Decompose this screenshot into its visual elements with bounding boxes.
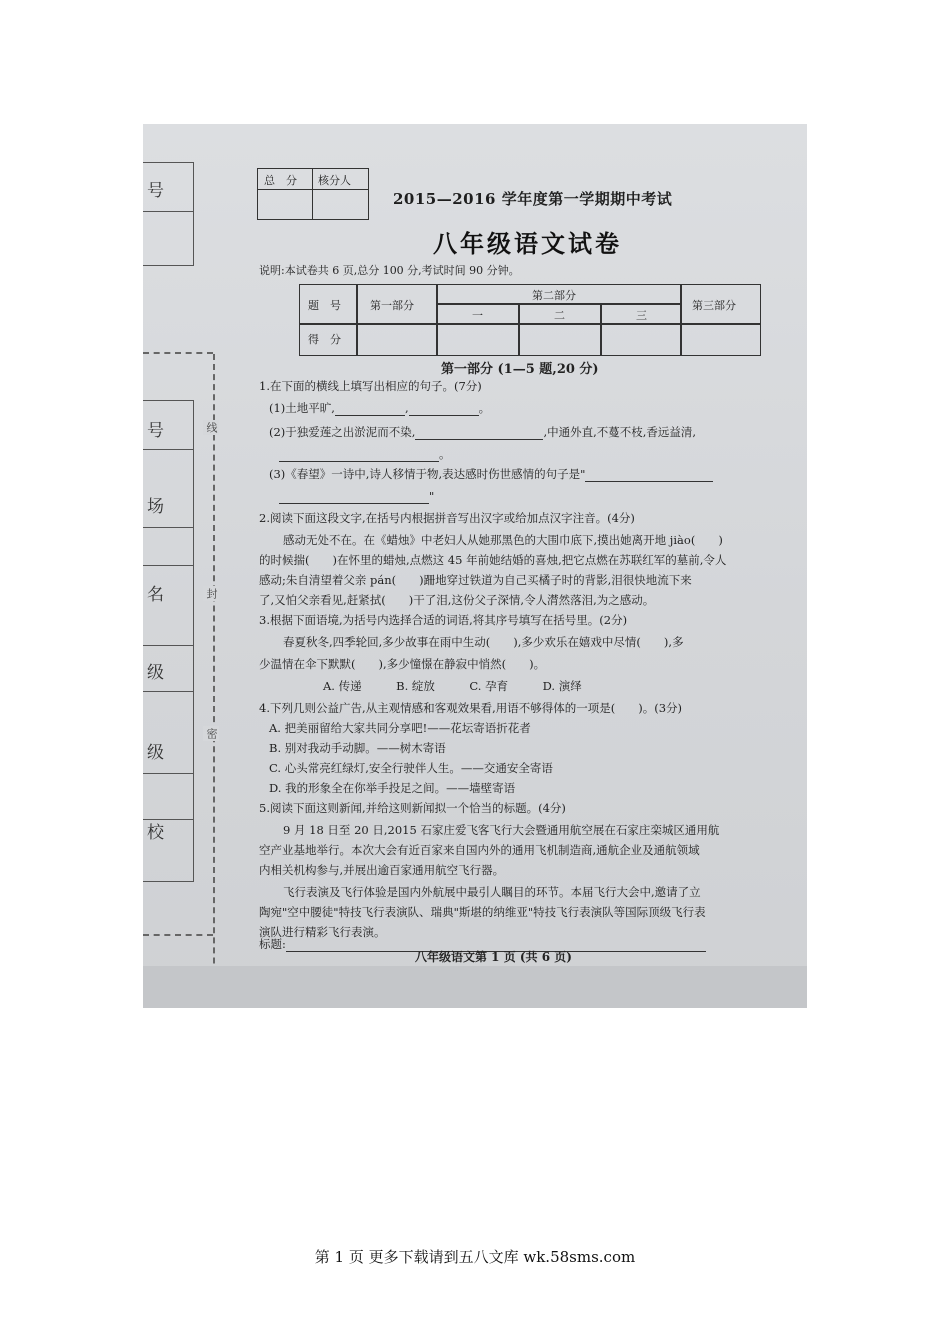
q4-option-a: A. 把美丽留给大家共同分享吧!——花坛寄语折花者 (269, 721, 531, 735)
q1-item-2-cont: ,中通外直,不蔓不枝,香远益清, (543, 425, 697, 439)
col-part2: 第二部分 (532, 289, 576, 302)
q5-news-line: 演队进行精彩飞行表演。 (259, 925, 386, 939)
q2-line: 感动无处不在。在《蜡烛》中老妇人从她那黑色的大围巾底下,摸出她离开地 jiào( ) (283, 533, 723, 547)
binding-dash-line (213, 354, 215, 1008)
q4-option-c: C. 心头常亮红绿灯,安全行驶伴人生。——交通安全寄语 (269, 761, 553, 775)
page-footer: 第 1 页 更多下载请到五八文库 wk.58sms.com (314, 1248, 636, 1266)
row-label-score: 得 分 (308, 333, 341, 346)
q1-item-1-text: (1)土地平旷, (269, 401, 335, 415)
q3-line: 春夏秋冬,四季轮回,多少故事在雨中生动( ),多少欢乐在嬉戏中尽情( ),多 (283, 635, 684, 649)
question-3: 3.根据下面语境,为括号内选择合适的词语,将其序号填写在括号里。(2分) (259, 613, 628, 627)
q1-item-3 (269, 466, 713, 482)
col-sub-3: 三 (636, 309, 647, 322)
col-sub-1: 一 (472, 309, 483, 322)
exam-note: 说明:本试卷共 6 页,总分 100 分,考试时间 90 分钟。 (259, 264, 520, 277)
answer-blank[interactable] (279, 449, 439, 462)
answer-blank[interactable] (335, 403, 405, 416)
paper-title: 八年级语文试卷 (433, 229, 622, 258)
total-score-label: 总 分 (264, 174, 297, 187)
answer-blank[interactable] (279, 491, 429, 504)
total-score-box (257, 168, 369, 220)
q3-options: A. 传递 B. 绽放 C. 孕育 D. 演绎 (323, 679, 582, 693)
q1-item-2 (269, 424, 696, 440)
inner-page-footer: 八年级语文第 1 页 (共 6 页) (415, 950, 572, 964)
question-2: 2.阅读下面这段文字,在括号内根据拼音写出汉字或给加点汉字注音。(4分) (259, 511, 635, 525)
q1-item-3-text: (3)《春望》一诗中,诗人移情于物,表达感时伤世感情的句子是" (269, 467, 586, 481)
question-1: 1.在下面的横线上填写出相应的句子。(7分) (259, 379, 482, 393)
side-label: 场 (147, 497, 164, 517)
q4-option-b: B. 别对我动手动脚。——树木寄语 (269, 741, 446, 755)
q1-item-2-text: (2)于独爱莲之出淤泥而不染, (269, 425, 416, 439)
photo-bottom-shadow (143, 966, 807, 1008)
side-label: 名 (147, 585, 164, 605)
q3-line: 少温情在伞下默默( ),多少憧憬在静寂中悄然( )。 (259, 657, 546, 671)
section1-heading: 第一部分 (1—5 题,20 分) (441, 362, 599, 377)
side-label: 级 (147, 663, 164, 683)
side-label: 级 (147, 743, 164, 763)
question-4: 4.下列几则公益广告,从主观情感和客观效果看,用语不够得体的一项是( )。(3分) (259, 701, 683, 715)
q2-line: 感动;朱自清望着父亲 pán( )跚地穿过铁道为自己买橘子时的背影,泪很快地流下来 (259, 573, 692, 587)
row-label-question: 题 号 (308, 299, 341, 312)
q1-item-3-blank-line (279, 488, 434, 504)
binding-dash-bottom (143, 934, 213, 936)
answer-blank[interactable] (585, 469, 713, 482)
binding-dash-top (143, 352, 213, 354)
question-5: 5.阅读下面这则新闻,并给这则新闻拟一个恰当的标题。(4分) (259, 801, 566, 815)
scanned-exam-photo (143, 124, 807, 1008)
col-part1: 第一部分 (370, 299, 414, 312)
q5-news-line: 内相关机构参与,并展出逾百家通用航空飞行器。 (259, 863, 505, 877)
seal-mark: 封 (205, 588, 218, 599)
q5-title-label: 标题: (259, 937, 286, 951)
col-sub-2: 二 (554, 309, 565, 322)
seal-mark: 线 (205, 422, 218, 433)
side-label: 校 (147, 823, 164, 843)
side-label: 号 (147, 421, 164, 441)
q5-news-line: 陶宛"空中腰徒"特技飞行表演队、瑞典"斯堪的纳维亚"特技飞行表演队等国际顶级飞行表 (259, 905, 706, 919)
q1-item-3-close: " (429, 489, 435, 503)
q2-line: 了,又怕父亲看见,赶紧拭( )干了泪,这份父子深情,令人潸然落泪,为之感动。 (259, 593, 655, 607)
q5-news-line: 空产业基地举行。本次大会有近百家来自国内外的通用飞机制造商,通航企业及通航领域 (259, 843, 700, 857)
side-label: 号 (147, 181, 164, 201)
answer-blank[interactable] (409, 403, 479, 416)
q5-news-line: 飞行表演及飞行体验是国内外航展中最引人瞩目的环节。本届飞行大会中,邀请了立 (283, 885, 701, 899)
q2-line: 的时候揣( )在怀里的蜡烛,点燃这 45 年前她结婚的喜烛,把它点燃在苏联红军的墓前,令人 (259, 553, 727, 567)
q1-item-1: (1)土地平旷, , 。 (269, 401, 491, 415)
q1-item-2-blank-line: 。 (279, 446, 451, 462)
exam-year-title: 2015—2016 学年度第一学期期中考试 (393, 190, 673, 208)
q4-option-d: D. 我的形象全在你举手投足之间。——墙壁寄语 (269, 781, 516, 795)
scorer-label: 核分人 (318, 174, 351, 187)
seal-mark: 密 (205, 728, 218, 739)
score-table (299, 284, 761, 356)
q5-news-line: 9 月 18 日至 20 日,2015 石家庄爱飞客飞行大会暨通用航空展在石家庄栾城区通用航 (283, 823, 720, 837)
side-info-column (143, 400, 194, 882)
col-part3: 第三部分 (692, 299, 736, 312)
answer-blank[interactable] (415, 427, 543, 440)
